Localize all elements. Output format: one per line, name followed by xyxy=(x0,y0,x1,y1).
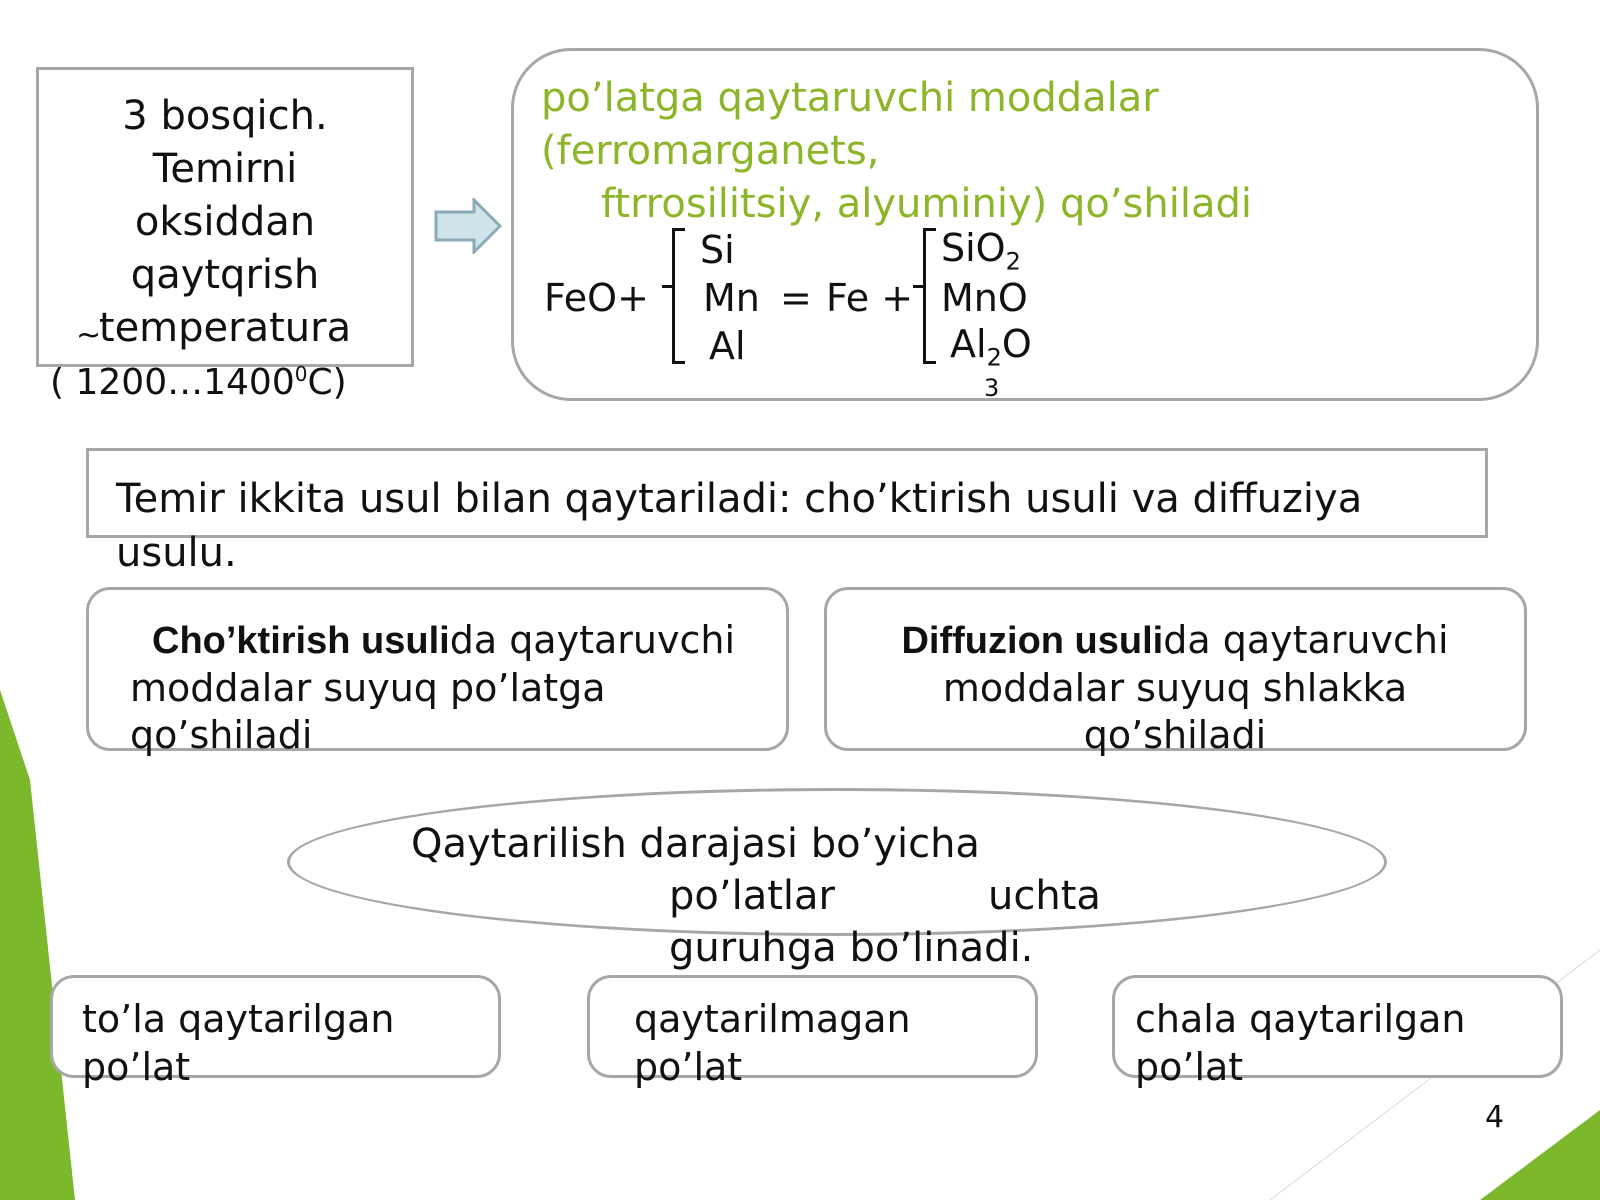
stage-line-3: oksiddan xyxy=(134,199,316,245)
groups-line-3: guruhga bo’linadi. xyxy=(669,925,1034,971)
group-item-1-line-2: po’lat xyxy=(82,1045,191,1089)
method-left-line-1 xyxy=(130,617,735,665)
method-left-text xyxy=(130,617,735,759)
group-item-2-line-2: po’lat xyxy=(634,1045,743,1089)
green-triangle-left xyxy=(0,690,75,1200)
stage-line-2: Temirni xyxy=(152,146,298,192)
group-item-3-line-1: chala qaytarilgan xyxy=(1135,997,1466,1041)
stage-line-5: temperatura xyxy=(98,305,352,351)
arrow-right-icon xyxy=(434,198,504,254)
methods-intro-text xyxy=(116,472,1362,580)
page-number: 4 xyxy=(1485,1100,1505,1135)
method-left-bold: Cho’ktirish usuli xyxy=(152,620,450,662)
temperature-unit: C) xyxy=(307,362,347,403)
method-left-rest: da qaytaruvchi xyxy=(449,618,735,662)
equation-product: Fe + xyxy=(826,276,914,320)
degree-superscript: 0 xyxy=(294,362,308,386)
method-right-line-1 xyxy=(840,617,1510,665)
oxide-al2o3 xyxy=(950,322,1032,380)
method-left-line-2: moddalar suyuq po’latga xyxy=(130,666,606,710)
process-text xyxy=(541,72,1252,231)
left-brace-point xyxy=(662,285,674,288)
group-item-2 xyxy=(634,995,911,1091)
oxide-al-text: Al xyxy=(950,322,987,366)
oxide-sio-text: SiO xyxy=(941,226,1006,270)
oxide-al-subscript: 2 xyxy=(986,343,1002,372)
oxide-sio2 xyxy=(941,226,1021,284)
oxide-sio-subscript: 2 xyxy=(1005,247,1021,276)
stage-title xyxy=(36,90,414,355)
groups-line-2a: po’latlar xyxy=(669,873,835,919)
method-right-bold: Diffuzion usuli xyxy=(901,620,1164,662)
stage-line-1: 3 bosqich. xyxy=(122,93,328,139)
reducer-mn: Mn xyxy=(703,276,760,320)
equals-sign: = xyxy=(780,276,812,320)
oxide-al2o3-subscript-3: 3 xyxy=(984,374,1000,402)
methods-intro-line-2: usulu. xyxy=(116,530,237,576)
group-item-1 xyxy=(82,995,394,1091)
equation-lhs: FeO+ xyxy=(544,276,649,320)
group-item-3 xyxy=(1135,995,1466,1091)
group-item-1-line-1: to’la qaytarilgan xyxy=(82,997,395,1041)
method-right-text xyxy=(840,617,1510,759)
reducer-si: Si xyxy=(700,228,735,272)
oxide-o-text: O xyxy=(1001,322,1032,366)
methods-intro-line-1: Temir ikkita usul bilan qaytariladi: cho’ktirish usuli va diffuziya xyxy=(116,476,1363,522)
group-item-2-line-1: qaytarilmagan xyxy=(634,997,911,1041)
group-item-3-line-2: po’lat xyxy=(1135,1045,1244,1089)
method-right-line-2: moddalar suyuq shlakka xyxy=(942,666,1408,710)
reducer-al: Al xyxy=(709,324,746,368)
method-left-line-3: qo’shiladi xyxy=(130,713,313,757)
right-brace xyxy=(923,228,936,364)
process-line-2: (ferromarganets, xyxy=(541,128,880,174)
stage-line-4: qaytqrish xyxy=(130,252,320,298)
oxide-mno: MnO xyxy=(941,276,1028,320)
method-right-rest: da qaytaruvchi xyxy=(1163,618,1449,662)
groups-line-2b: uchta xyxy=(988,873,1101,919)
tilde-mark: ~ xyxy=(76,318,102,353)
groups-line-1: Qaytarilish darajasi bo’yicha xyxy=(411,821,980,867)
right-brace-point xyxy=(913,285,925,288)
temperature-value: ( 1200…1400 xyxy=(50,362,295,403)
left-brace xyxy=(672,228,685,364)
process-line-3: ftrrosilitsiy, alyuminiy) qo’shiladi xyxy=(601,181,1252,227)
process-line-1: po’latga qaytaruvchi moddalar xyxy=(541,75,1159,121)
temperature-range xyxy=(50,362,347,403)
method-right-line-3: qo’shiladi xyxy=(1083,713,1267,757)
